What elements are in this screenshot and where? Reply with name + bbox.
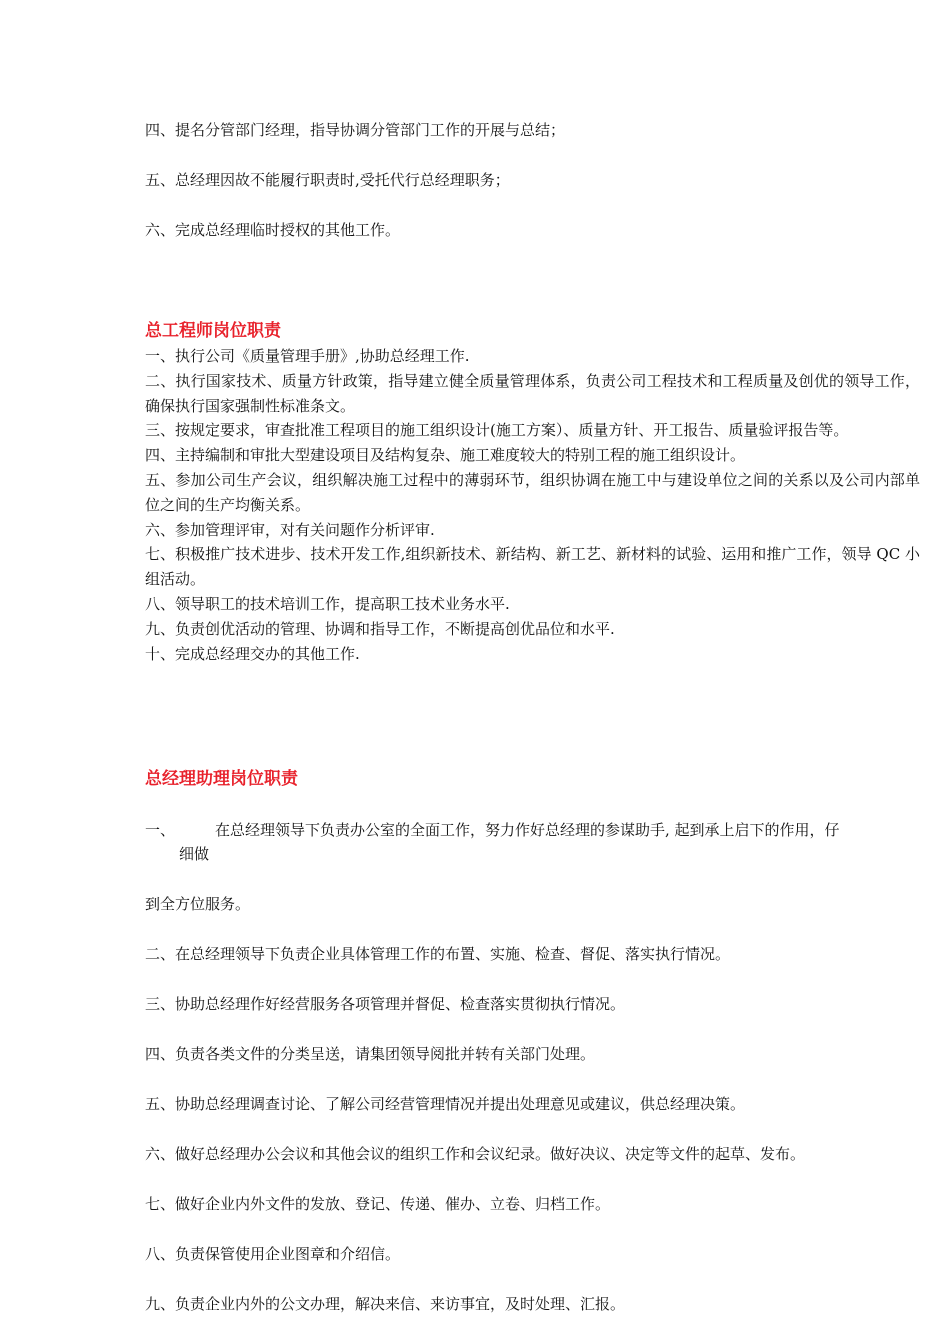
section-heading: 总经理助理岗位职责	[145, 769, 298, 789]
duty-item: 九、负责企业内外的公文办理，解决来信、来访事宜，及时处理、汇报。	[145, 1295, 626, 1313]
duty-item: 三、按规定要求，审查批准工程项目的施工组织设计(施工方案）、质量方针、开工报告、质量验评报告等。	[145, 421, 849, 440]
duty-item: 五、参加公司生产会议，组织解决施工过程中的薄弱环节，组织协调在施工中与建设单位之间的关系以及公司内部单位之间的生产均衡关系。	[145, 470, 920, 514]
duty-item: 四、主持编制和审批大型建设项目及结构复杂、施工难度较大的特别工程的施工组织设计。	[145, 446, 746, 465]
item-text-continued: 细做	[179, 845, 210, 863]
section-gm-assistant	[145, 766, 920, 1316]
duty-item: 四、负责各类文件的分类呈送，请集团领导阅批并转有关部门处理。	[145, 1045, 596, 1063]
duty-item: 二、执行国家技术、质量方针政策，指导建立健全质量管理体系，负责公司工程技术和工程质量及创优的领导工作，确保执行国家强制性标准条文。	[145, 371, 920, 415]
duty-item: 七、积极推广技术进步、技术开发工作,组织新技术、新结构、新工艺、新材料的试验、运用和推广工作，领导 QC 小组活动。	[145, 545, 920, 589]
duty-item: 九、负责创优活动的管理、协调和指导工作，不断提高创优品位和水平.	[145, 619, 615, 638]
duty-item: 二、在总经理领导下负责企业具体管理工作的布置、实施、检查、督促、落实执行情况。	[145, 945, 731, 963]
section-heading: 总工程师岗位职责	[145, 321, 281, 341]
duty-item: 四、提名分管部门经理，指导协调分管部门工作的开展与总结；	[145, 121, 566, 139]
duty-item: 五、协助总经理调查讨论、了解公司经营管理情况并提出处理意见或建议，供总经理决策。	[145, 1095, 746, 1113]
duty-item: 五、总经理因故不能履行职责时,受托代行总经理职务；	[145, 171, 510, 189]
section-chief-engineer	[145, 318, 920, 666]
duty-item: 一、执行公司《质量管理手册》,协助总经理工作.	[145, 347, 470, 365]
item-text: 在总经理领导下负责办公室的全面工作，努力作好总经理的参谋助手, 起到承上启下的作用，仔	[215, 821, 840, 839]
duty-item: 七、做好企业内外文件的发放、登记、传递、催办、立卷、归档工作。	[145, 1195, 611, 1213]
duty-item: 八、领导职工的技术培训工作，提高职工技术业务水平.	[145, 594, 510, 613]
section-continued-duties	[145, 118, 920, 268]
duty-item: 三、协助总经理作好经营服务各项管理并督促、检查落实贯彻执行情况。	[145, 995, 626, 1013]
duty-list	[145, 344, 920, 666]
duty-item-first	[145, 818, 920, 842]
duty-item: 十、完成总经理交办的其他工作.	[145, 644, 360, 663]
duty-item: 六、参加管理评审，对有关问题作分析评审.	[145, 520, 435, 539]
duty-item: 六、做好总经理办公会议和其他会议的组织工作和会议纪录。做好决议、决定等文件的起草、发布。	[145, 1145, 806, 1163]
item-text-tail: 到全方位服务。	[145, 895, 251, 913]
duty-item: 八、负责保管使用企业图章和介绍信。	[145, 1245, 401, 1263]
item-number: 一、	[145, 821, 176, 839]
duty-item: 六、完成总经理临时授权的其他工作。	[145, 221, 401, 239]
